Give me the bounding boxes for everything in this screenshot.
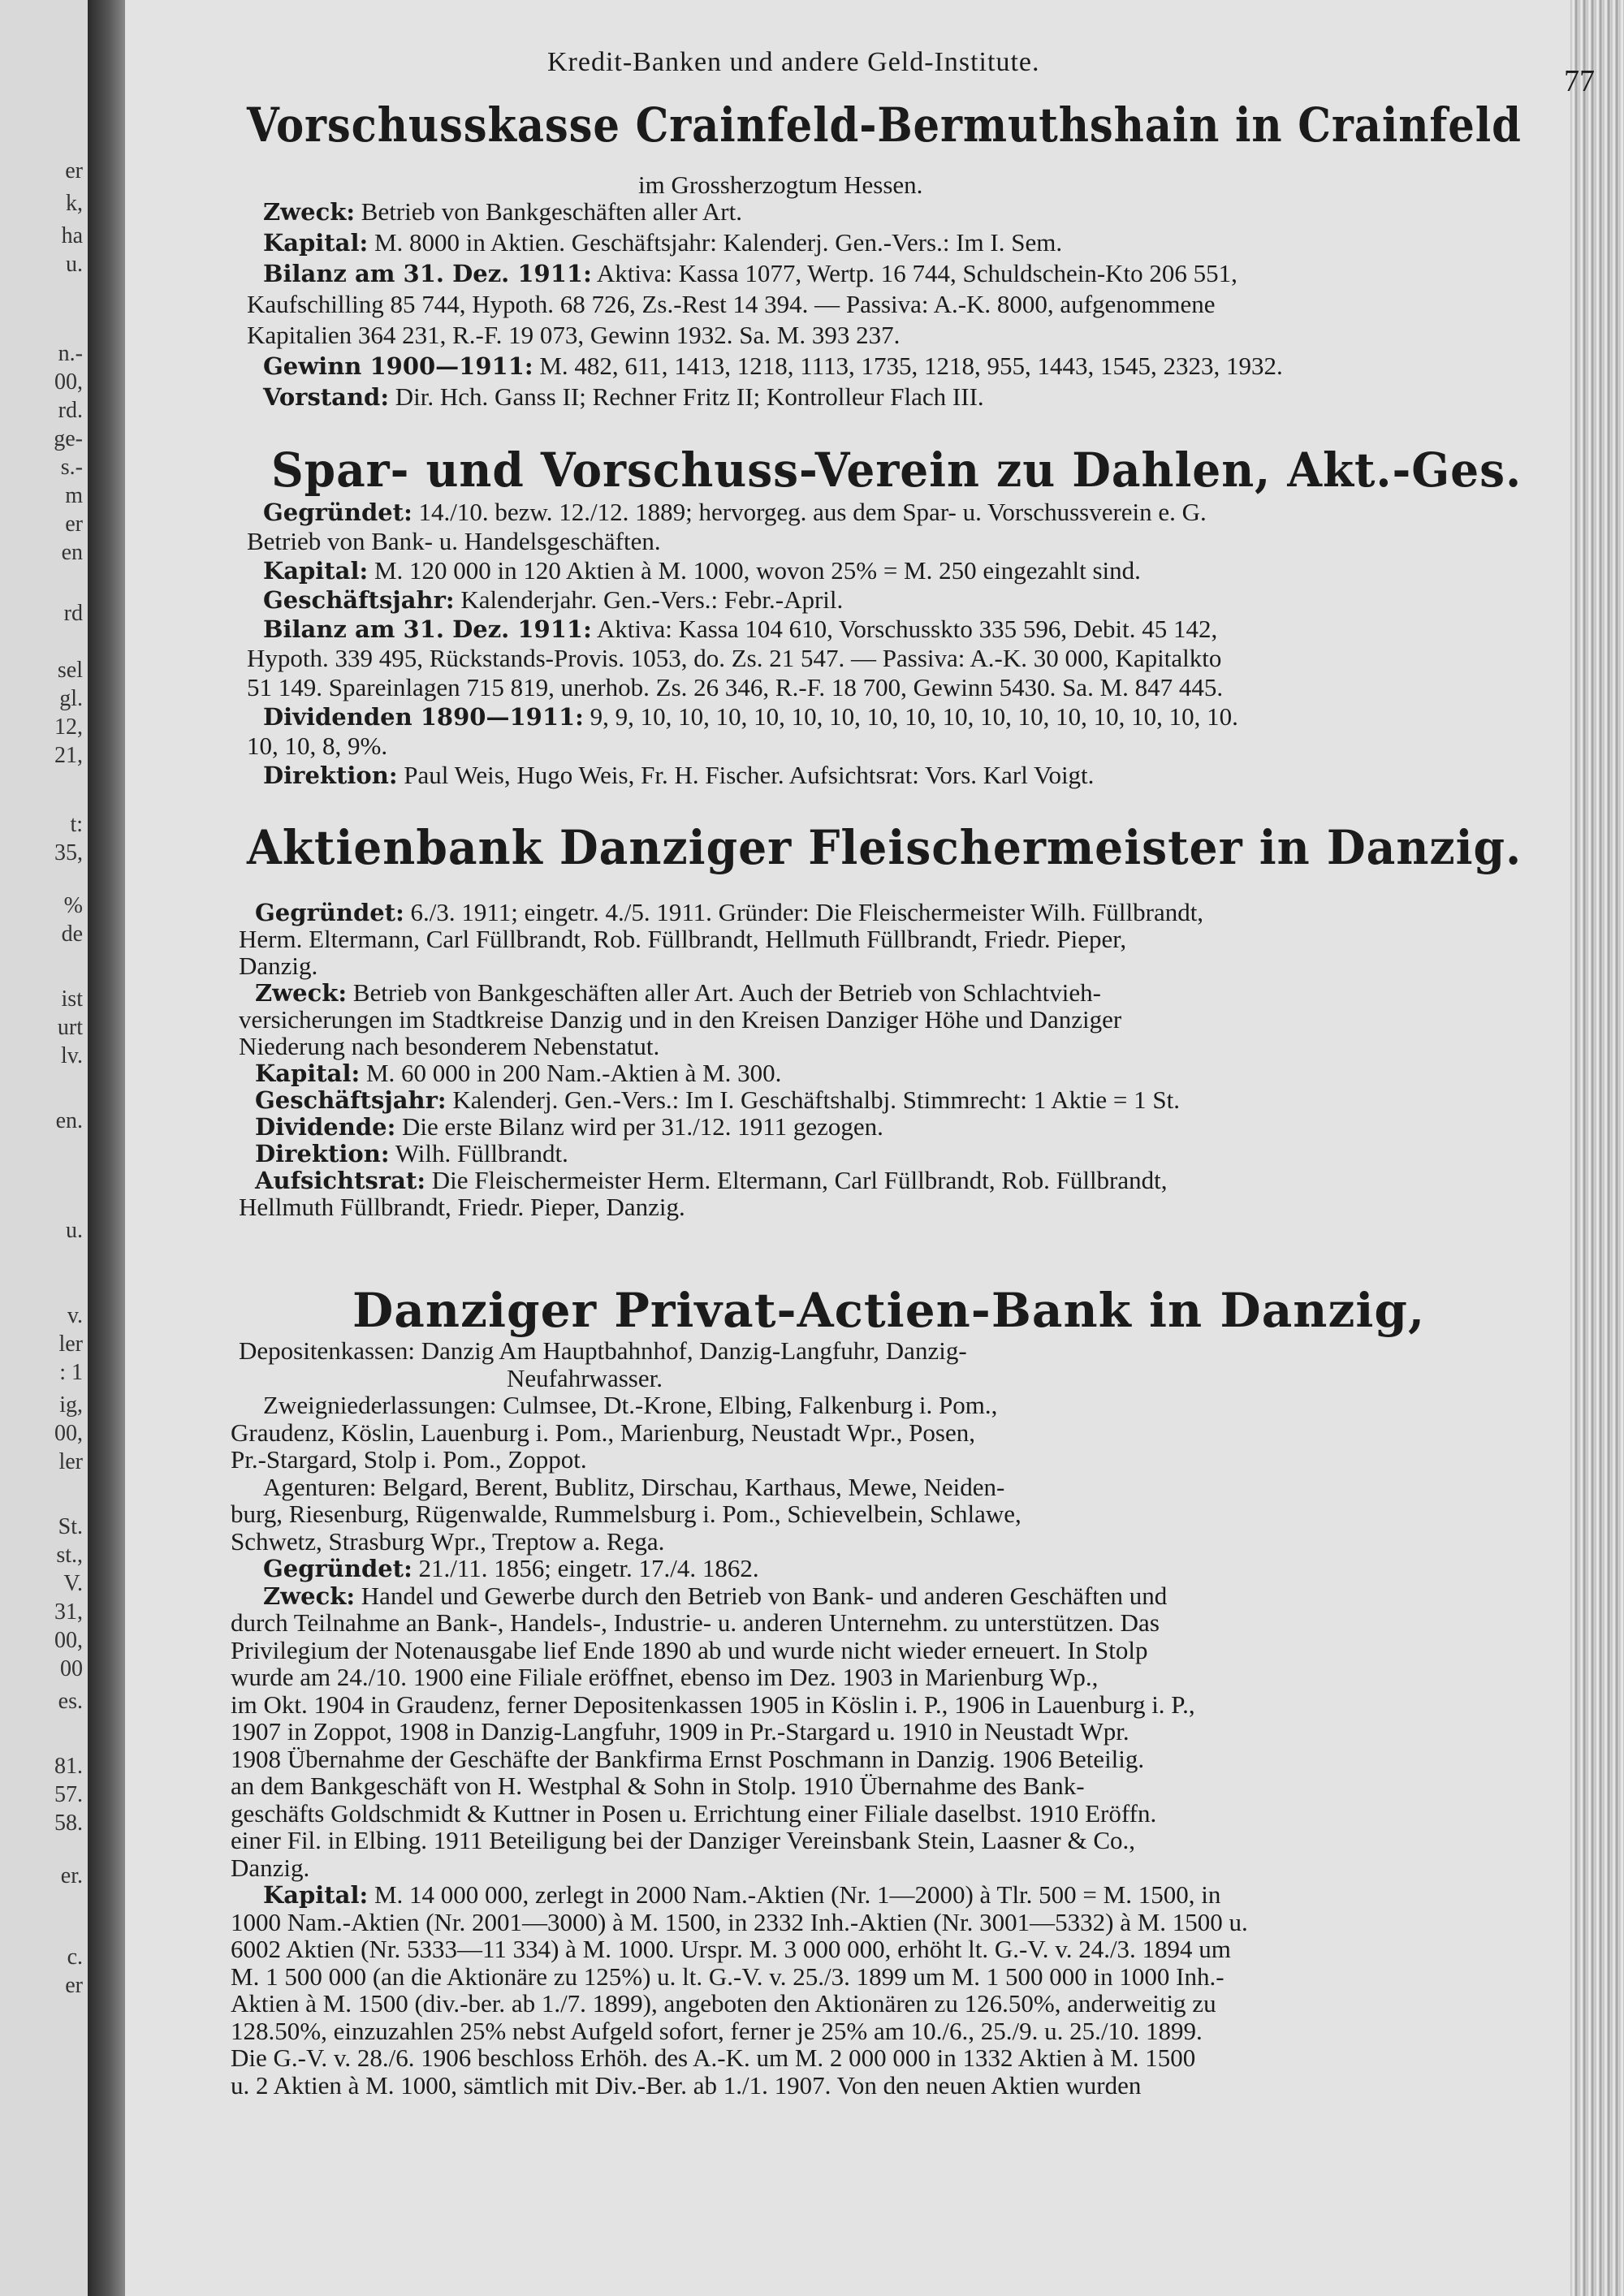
- field-label: Kapital:: [255, 1060, 361, 1087]
- field-label: Aufsichtsrat:: [255, 1167, 426, 1194]
- left-page-fragment: de: [61, 921, 83, 947]
- text-line: [255, 900, 1203, 925]
- section-title: Spar- und Vorschuss-Verein zu Dahlen, Akt.-Ges.: [271, 442, 1522, 498]
- left-page-fragment: rd: [63, 601, 83, 626]
- left-page-fragment: s.-: [60, 455, 83, 480]
- left-page-fragment: ler: [58, 1449, 83, 1474]
- text-line: [231, 1447, 587, 1472]
- text-line: [255, 1141, 568, 1166]
- text-line: [263, 384, 984, 409]
- field-text: wurde am 24./10. 1900 eine Filiale eröffnet, ebenso im Dez. 1903 in Marienburg Wp.,: [231, 1663, 1099, 1691]
- text-line: [263, 1556, 759, 1581]
- text-line: [263, 1882, 1220, 1907]
- left-page-fragment: ge-: [54, 426, 83, 451]
- left-page-fragment: 81.: [54, 1754, 83, 1779]
- field-text: Die Fleischermeister Herm. Eltermann, Carl Füllbrandt, Rob. Füllbrandt,: [425, 1166, 1168, 1194]
- text-line: [263, 261, 1237, 286]
- left-page-fragment: urt: [57, 1015, 83, 1040]
- field-text: Neufahrwasser.: [507, 1364, 663, 1392]
- left-page-fragment: er: [65, 1973, 83, 1998]
- field-text: M. 60 000 in 200 Nam.-Aktien à M. 300.: [360, 1059, 782, 1087]
- text-line: [231, 1746, 1144, 1772]
- left-page-fragment: %: [63, 893, 83, 918]
- text-line: [231, 1801, 1156, 1826]
- text-line: [231, 1638, 1147, 1663]
- field-text: im Okt. 1904 in Graudenz, ferner Depositenkassen 1905 in Köslin i. P., 1906 in Lauenburg i. P.,: [231, 1690, 1195, 1719]
- text-line: [247, 291, 1216, 317]
- field-text: 1907 in Zoppot, 1908 in Danzig-Langfuhr, 1909 in Pr.-Stargard u. 1910 in Neustadt Wpr.: [231, 1717, 1129, 1746]
- field-label: Bilanz am 31. Dez. 1911:: [263, 615, 592, 643]
- text-line: [231, 1719, 1129, 1744]
- field-text: 21./11. 1856; eingetr. 17./4. 1862.: [412, 1554, 759, 1582]
- field-text: Betrieb von Bank- u. Handelsgeschäften.: [247, 527, 661, 555]
- left-page-fragment: 00,: [54, 1421, 83, 1446]
- left-page-fragment: st.,: [56, 1543, 83, 1568]
- text-line: [231, 1529, 664, 1554]
- left-page-fragment: c.: [67, 1944, 83, 1970]
- left-page-fragment: 00,: [54, 1628, 83, 1653]
- left-page-fragment: gl.: [59, 686, 83, 711]
- field-label: Geschäftsjahr:: [255, 1086, 447, 1114]
- text-line: [255, 1167, 1168, 1193]
- field-text: Aktiva: Kassa 104 610, Vorschusskto 335 596, Debit. 45 142,: [591, 615, 1218, 643]
- text-line: [239, 953, 317, 978]
- text-line: [231, 1501, 1021, 1526]
- section-subtitle: im Grossherzogtum Hessen.: [638, 170, 923, 199]
- left-page-fragment: er: [65, 511, 83, 537]
- text-line: [231, 1910, 1248, 1935]
- field-label: Zweck:: [263, 198, 356, 226]
- field-label: Dividenden 1890—1911:: [263, 703, 584, 731]
- field-label: Kapital:: [263, 229, 369, 257]
- field-label: Gegründet:: [263, 498, 412, 526]
- left-page-fragment: 00,: [54, 369, 83, 395]
- field-text: M. 120 000 in 120 Aktien à M. 1000, wovon 25% = M. 250 eingezahlt sind.: [368, 556, 1141, 585]
- text-line: [263, 587, 843, 612]
- left-page-fragment: en.: [55, 1108, 83, 1133]
- left-page-fragment: 35,: [54, 840, 83, 865]
- left-page-fragment: ha: [61, 223, 83, 248]
- text-line: [231, 1664, 1098, 1690]
- text-line: [263, 616, 1217, 641]
- text-line: [239, 926, 1126, 952]
- left-page-fragment: lv.: [61, 1043, 83, 1068]
- left-page-strip: [0, 0, 88, 2296]
- left-page-fragment: u.: [66, 252, 83, 277]
- field-label: Kapital:: [263, 1881, 369, 1909]
- field-text: 6./3. 1911; eingetr. 4./5. 1911. Gründer: Die Fleischermeister Wilh. Füllbrandt,: [404, 898, 1204, 926]
- field-text: 9, 9, 10, 10, 10, 10, 10, 10, 10, 10, 10, 10, 10, 10, 10, 10, 10, 10.: [583, 702, 1238, 731]
- field-label: Bilanz am 31. Dez. 1911:: [263, 260, 592, 287]
- field-text: burg, Riesenburg, Rügenwalde, Rummelsburg i. Pom., Schievelbein, Schlawe,: [231, 1500, 1021, 1528]
- text-line: [231, 1420, 975, 1445]
- text-line: [231, 1773, 1085, 1798]
- field-label: Vorstand:: [263, 383, 390, 411]
- field-text: Schwetz, Strasburg Wpr., Treptow a. Rega.: [231, 1527, 665, 1556]
- left-page-fragment: sel: [57, 658, 83, 683]
- text-line: [231, 1936, 1231, 1962]
- field-text: an dem Bankgeschäft von H. Westphal & Sohn in Stolp. 1910 Übernahme des Bank-: [231, 1772, 1085, 1800]
- text-line: [247, 529, 661, 554]
- field-text: Depositenkassen: Danzig Am Hauptbahnhof, Danzig-Langfuhr, Danzig-: [239, 1336, 967, 1365]
- field-text: Danzig.: [239, 952, 318, 980]
- text-line: [263, 1583, 1167, 1608]
- field-label: Gegründet:: [255, 899, 404, 926]
- left-page-fragment: n.-: [58, 341, 83, 366]
- text-line: [255, 1087, 1180, 1112]
- left-page-fragment: 00: [60, 1656, 83, 1681]
- left-page-fragment: : 1: [59, 1360, 83, 1385]
- left-page-fragment: St.: [58, 1514, 83, 1539]
- left-page-fragment: t:: [70, 812, 83, 837]
- field-text: Kaufschilling 85 744, Hypoth. 68 726, Zs.-Rest 14 394. — Passiva: A.-K. 8000, aufgenommene: [247, 290, 1216, 318]
- text-line: [231, 1610, 1160, 1635]
- field-text: durch Teilnahme an Bank-, Handels-, Industrie- u. anderen Unternehm. zu unterstützen. Das: [231, 1608, 1160, 1637]
- field-text: versicherungen im Stadtkreise Danzig und in den Kreisen Danziger Höhe und Danziger: [239, 1005, 1122, 1034]
- field-text: 14./10. bezw. 12./12. 1889; hervorgeg. aus dem Spar- u. Vorschussverein e. G.: [412, 498, 1207, 526]
- text-line: [231, 2045, 1195, 2070]
- left-page-fragment: es.: [58, 1689, 83, 1714]
- left-page-fragment: u.: [66, 1218, 83, 1243]
- field-label: Gegründet:: [263, 1555, 412, 1582]
- left-page-fragment: k,: [66, 191, 83, 216]
- text-line: [231, 1991, 1216, 2016]
- field-text: 6002 Aktien (Nr. 5333—11 334) à M. 1000. Urspr. M. 3 000 000, erhöht lt. G.-V. v. 24./3. 1894 um: [231, 1935, 1231, 1963]
- field-text: Aktiva: Kassa 1077, Wertp. 16 744, Schuldschein-Kto 206 551,: [591, 259, 1237, 287]
- page-number: 77: [1564, 64, 1595, 98]
- field-text: Herm. Eltermann, Carl Füllbrandt, Rob. Füllbrandt, Hellmuth Füllbrandt, Friedr. Pieper,: [239, 925, 1127, 953]
- text-line: [231, 2018, 1203, 2044]
- field-text: M. 482, 611, 1413, 1218, 1113, 1735, 1218, 955, 1443, 1545, 2323, 1932.: [533, 352, 1283, 380]
- left-page-fragment: 58.: [54, 1810, 83, 1836]
- text-line: [231, 2073, 1141, 2098]
- field-label: Direktion:: [255, 1140, 390, 1167]
- text-line: [231, 1855, 309, 1880]
- field-text: Wilh. Füllbrandt.: [389, 1139, 568, 1167]
- field-text: Handel und Gewerbe durch den Betrieb von Bank- und anderen Geschäften und: [355, 1582, 1168, 1610]
- left-page-fragment: en: [61, 540, 83, 565]
- left-page-fragment: ist: [61, 986, 83, 1012]
- running-head: Kredit-Banken und andere Geld-Institute.: [547, 47, 1040, 77]
- text-line: [239, 1034, 659, 1059]
- field-text: Kapitalien 364 231, R.-F. 19 073, Gewinn 1932. Sa. M. 393 237.: [247, 321, 901, 349]
- text-line: [255, 1114, 883, 1139]
- field-text: u. 2 Aktien à M. 1000, sämtlich mit Div.-Ber. ab 1./1. 1907. Von den neuen Aktien wurden: [231, 2071, 1142, 2100]
- field-text: Niederung nach besonderem Nebenstatut.: [239, 1032, 660, 1060]
- left-page-fragment: V.: [63, 1571, 83, 1596]
- left-page-fragment: ler: [58, 1331, 83, 1357]
- text-line: [263, 499, 1207, 524]
- text-line: [263, 762, 1094, 788]
- text-line: [263, 1474, 1004, 1500]
- text-line: [263, 230, 1062, 255]
- field-label: Zweck:: [263, 1582, 356, 1610]
- text-line: [263, 199, 742, 224]
- field-text: 1908 Übernahme der Geschäfte der Bankfirma Ernst Poschmann in Danzig. 1906 Beteilig.: [231, 1745, 1145, 1773]
- text-line: [263, 353, 1283, 378]
- field-text: 128.50%, einzuzahlen 25% nebst Aufgeld sofort, ferner je 25% am 10./6., 25./9. u. 25./10. 1899.: [231, 2017, 1203, 2045]
- field-text: einer Fil. in Elbing. 1911 Beteiligung bei der Danziger Vereinsbank Stein, Laasner & Co.,: [231, 1826, 1136, 1854]
- field-text: Graudenz, Köslin, Lauenburg i. Pom., Marienburg, Neustadt Wpr., Posen,: [231, 1418, 975, 1447]
- field-text: Paul Weis, Hugo Weis, Fr. H. Fischer. Aufsichtsrat: Vors. Karl Voigt.: [397, 761, 1095, 789]
- field-text: Zweigniederlassungen: Culmsee, Dt.-Krone, Elbing, Falkenburg i. Pom.,: [263, 1391, 998, 1419]
- field-text: Betrieb von Bankgeschäften aller Art.: [355, 197, 742, 226]
- field-text: Kalenderj. Gen.-Vers.: Im I. Geschäftshalbj. Stimmrecht: 1 Aktie = 1 St.: [446, 1085, 1180, 1114]
- text-line: [239, 1194, 685, 1219]
- text-line: [507, 1366, 663, 1391]
- left-page-fragment: 21,: [54, 743, 83, 768]
- section-title: Vorschusskasse Crainfeld-Bermuthshain in Crainfeld: [247, 97, 1522, 153]
- field-text: Danzig.: [231, 1854, 310, 1882]
- left-page-fragment: rd.: [58, 398, 83, 423]
- page: [125, 0, 1595, 2296]
- text-line: [239, 1007, 1121, 1032]
- field-text: Kalenderjahr. Gen.-Vers.: Febr.-April.: [454, 585, 844, 614]
- left-page-fragment: er: [65, 158, 83, 183]
- page-edges: [1570, 0, 1624, 2296]
- left-page-fragment: v.: [67, 1303, 83, 1328]
- text-line: [255, 980, 1101, 1005]
- text-line: [239, 1338, 967, 1363]
- field-text: Die G.-V. v. 28./6. 1906 beschloss Erhöh. des A.-K. um M. 2 000 000 in 1332 Aktien à M. 1500: [231, 2044, 1196, 2072]
- text-line: [247, 322, 900, 347]
- field-text: Agenturen: Belgard, Berent, Bublitz, Dirschau, Karthaus, Mewe, Neiden-: [263, 1473, 1005, 1501]
- field-text: Hellmuth Füllbrandt, Friedr. Pieper, Danzig.: [239, 1193, 685, 1221]
- text-line: [247, 645, 1221, 671]
- field-text: Dir. Hch. Ganss II; Rechner Fritz II; Kontrolleur Flach III.: [389, 382, 984, 411]
- field-label: Kapital:: [263, 557, 369, 585]
- text-line: [263, 704, 1238, 729]
- section-title: Danziger Privat-Actien-Bank in Danzig,: [352, 1283, 1426, 1338]
- field-text: Hypoth. 339 495, Rückstands-Provis. 1053, do. Zs. 21 547. — Passiva: A.-K. 30 000, Kapitalkto: [247, 644, 1222, 672]
- field-text: Pr.-Stargard, Stolp i. Pom., Zoppot.: [231, 1445, 587, 1474]
- field-text: M. 8000 in Aktien. Geschäftsjahr: Kalenderj. Gen.-Vers.: Im I. Sem.: [368, 228, 1063, 257]
- field-text: M. 14 000 000, zerlegt in 2000 Nam.-Aktien (Nr. 1—2000) à Tlr. 500 = M. 1500, in: [368, 1880, 1221, 1909]
- left-page-fragment: 12,: [54, 714, 83, 740]
- left-page-fragment: 31,: [54, 1599, 83, 1625]
- field-label: Dividende:: [255, 1113, 396, 1141]
- text-line: [231, 1692, 1195, 1717]
- field-text: 10, 10, 8, 9%.: [247, 732, 388, 760]
- left-page-fragment: ig,: [59, 1392, 83, 1418]
- section-title: Aktienbank Danziger Fleischermeister in Danzig.: [247, 820, 1522, 875]
- left-page-fragment: m: [65, 483, 83, 508]
- left-page-fragment: 57.: [54, 1782, 83, 1807]
- field-text: 1000 Nam.-Aktien (Nr. 2001—3000) à M. 1500, in 2332 Inh.-Aktien (Nr. 3001—5332) à M. 1500 u.: [231, 1908, 1248, 1936]
- field-text: Betrieb von Bankgeschäften aller Art. Auch der Betrieb von Schlachtvieh-: [347, 978, 1101, 1007]
- field-text: Die erste Bilanz wird per 31./12. 1911 gezogen.: [395, 1112, 883, 1141]
- text-line: [263, 1392, 997, 1418]
- field-label: Zweck:: [255, 979, 348, 1007]
- field-text: M. 1 500 000 (an die Aktionäre zu 125%) u. lt. G.-V. v. 25./3. 1899 um M. 1 500 000 in 1000 Inh.-: [231, 1962, 1224, 1991]
- text-line: [247, 675, 1223, 700]
- field-text: 51 149. Spareinlagen 715 819, unerhob. Zs. 26 346, R.-F. 18 700, Gewinn 5430. Sa. M. 847 445.: [247, 673, 1224, 701]
- field-text: Aktien à M. 1500 (div.-ber. ab 1./7. 1899), angeboten den Aktionären zu 126.50%, anderweitig zu: [231, 1989, 1216, 2018]
- text-line: [263, 558, 1141, 583]
- book-gutter: [88, 0, 125, 2296]
- text-line: [231, 1964, 1224, 1989]
- text-line: [231, 1828, 1135, 1853]
- text-line: [247, 733, 387, 758]
- field-text: Privilegium der Notenausgabe lief Ende 1890 ab und wurde nicht wieder erneuert. In Stolp: [231, 1636, 1148, 1664]
- field-label: Gewinn 1900—1911:: [263, 352, 533, 380]
- field-label: Geschäftsjahr:: [263, 586, 455, 614]
- text-line: [255, 1060, 781, 1085]
- field-text: geschäfts Goldschmidt & Kuttner in Posen u. Errichtung einer Filiale daselbst. 1910 Eröffn.: [231, 1799, 1157, 1828]
- left-page-fragment: er.: [60, 1863, 83, 1888]
- field-label: Direktion:: [263, 762, 398, 789]
